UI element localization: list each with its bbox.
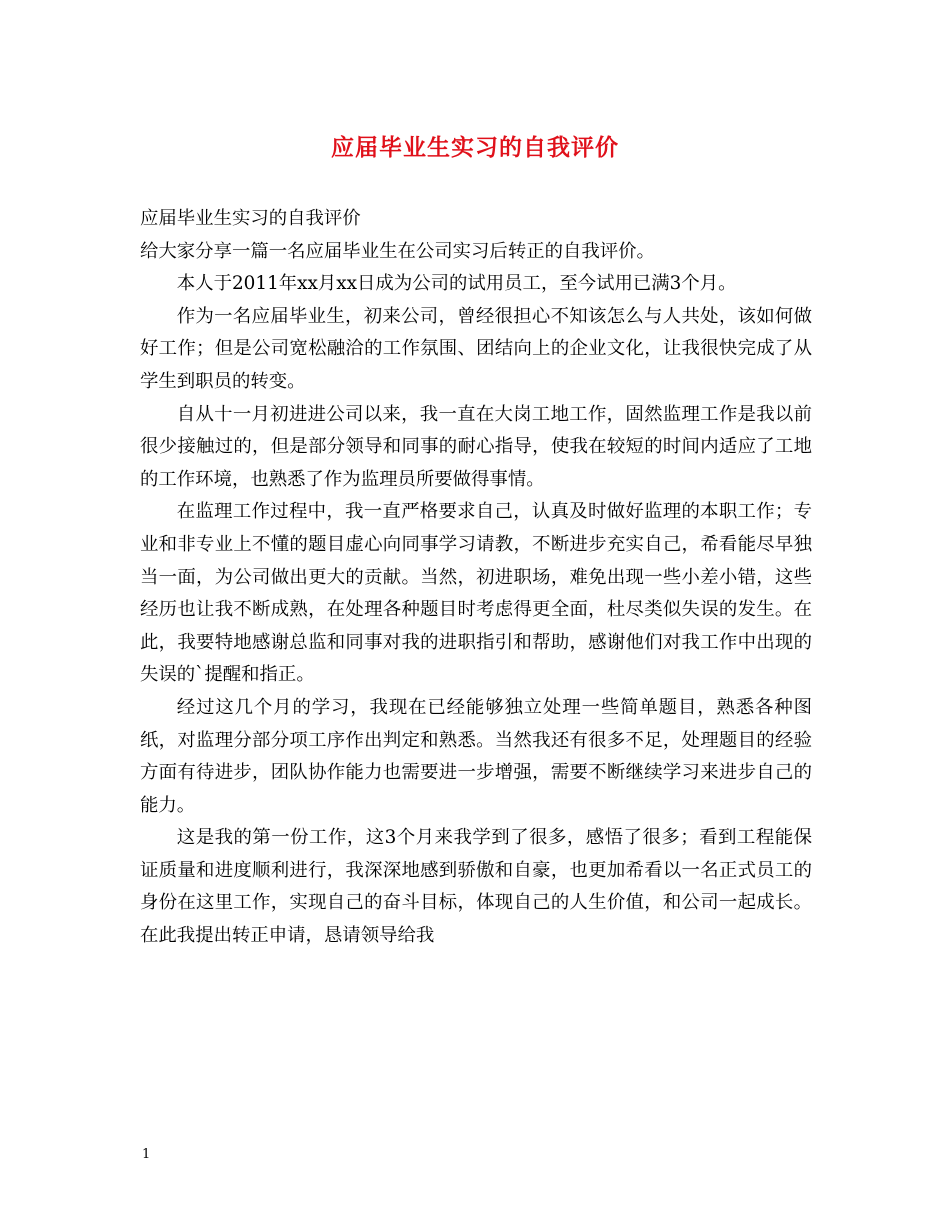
paragraph: 这是我的第一份工作，这3个月来我学到了很多，感悟了很多；看到工程能保证质量和进度顺利进行，我深深地感到骄傲和自豪，也更加希看以一名正式员工的身份在这里工作，实现自己的奋斗目标，体现自己的人生价值，和公司一起成长。在此我提出转正申请，恳请领导给我 (140, 827, 812, 947)
paragraph: 经过这几个月的学习，我现在已经能够独立处理一些简单题目，熟悉各种图纸，对监理分部分项工序作出判定和熟悉。当然我还有很多不足，处理题目的经验方面有待进步，团队协作能力也需要进一步增强，需要不断继续学习来进步自己的能力。 (140, 696, 812, 816)
paragraph: 本人于2011年xx月xx日成为公司的试用员工，至今试用已满3个月。 (176, 273, 737, 295)
paragraph: 在监理工作过程中，我一直严格要求自己，认真及时做好监理的本职工作；专业和非专业上不懂的题目虚心向同事学习请教，不断进步充实自己，希看能尽早独当一面，为公司做出更大的贡献。当然，初进职场，难免出现一些小差小错，这些经历也让我不断成熟，在处理各种题目时考虑得更全面，杜尽类似失误的发生。在此，我要特地感谢总监和同事对我的进职指引和帮助，感谢他们对我工作中出现的失误的`提醒和指正。 (140, 501, 812, 686)
document-body (140, 203, 812, 953)
paragraph: 应届毕业生实习的自我评价 (140, 208, 361, 229)
paragraph: 作为一名应届毕业生，初来公司，曾经很担心不知该怎么与人共处，该如何做好工作；但是公司宽松融洽的工作氛围、团结向上的企业文化，让我很快完成了从学生到职员的转变。 (140, 305, 812, 392)
paragraph: 自从十一月初进进公司以来，我一直在大岗工地工作，固然监理工作是我以前很少接触过的，但是部分领导和同事的耐心指导，使我在较短的时间内适应了工地的工作环境，也熟悉了作为监理员所要做得事情。 (140, 403, 812, 490)
document-title: 应届毕业生实习的自我评价 (331, 134, 619, 161)
paragraph: 给大家分享一篇一名应届毕业生在公司实习后转正的自我评价。 (140, 240, 655, 262)
page-number: 1 (142, 1147, 151, 1162)
